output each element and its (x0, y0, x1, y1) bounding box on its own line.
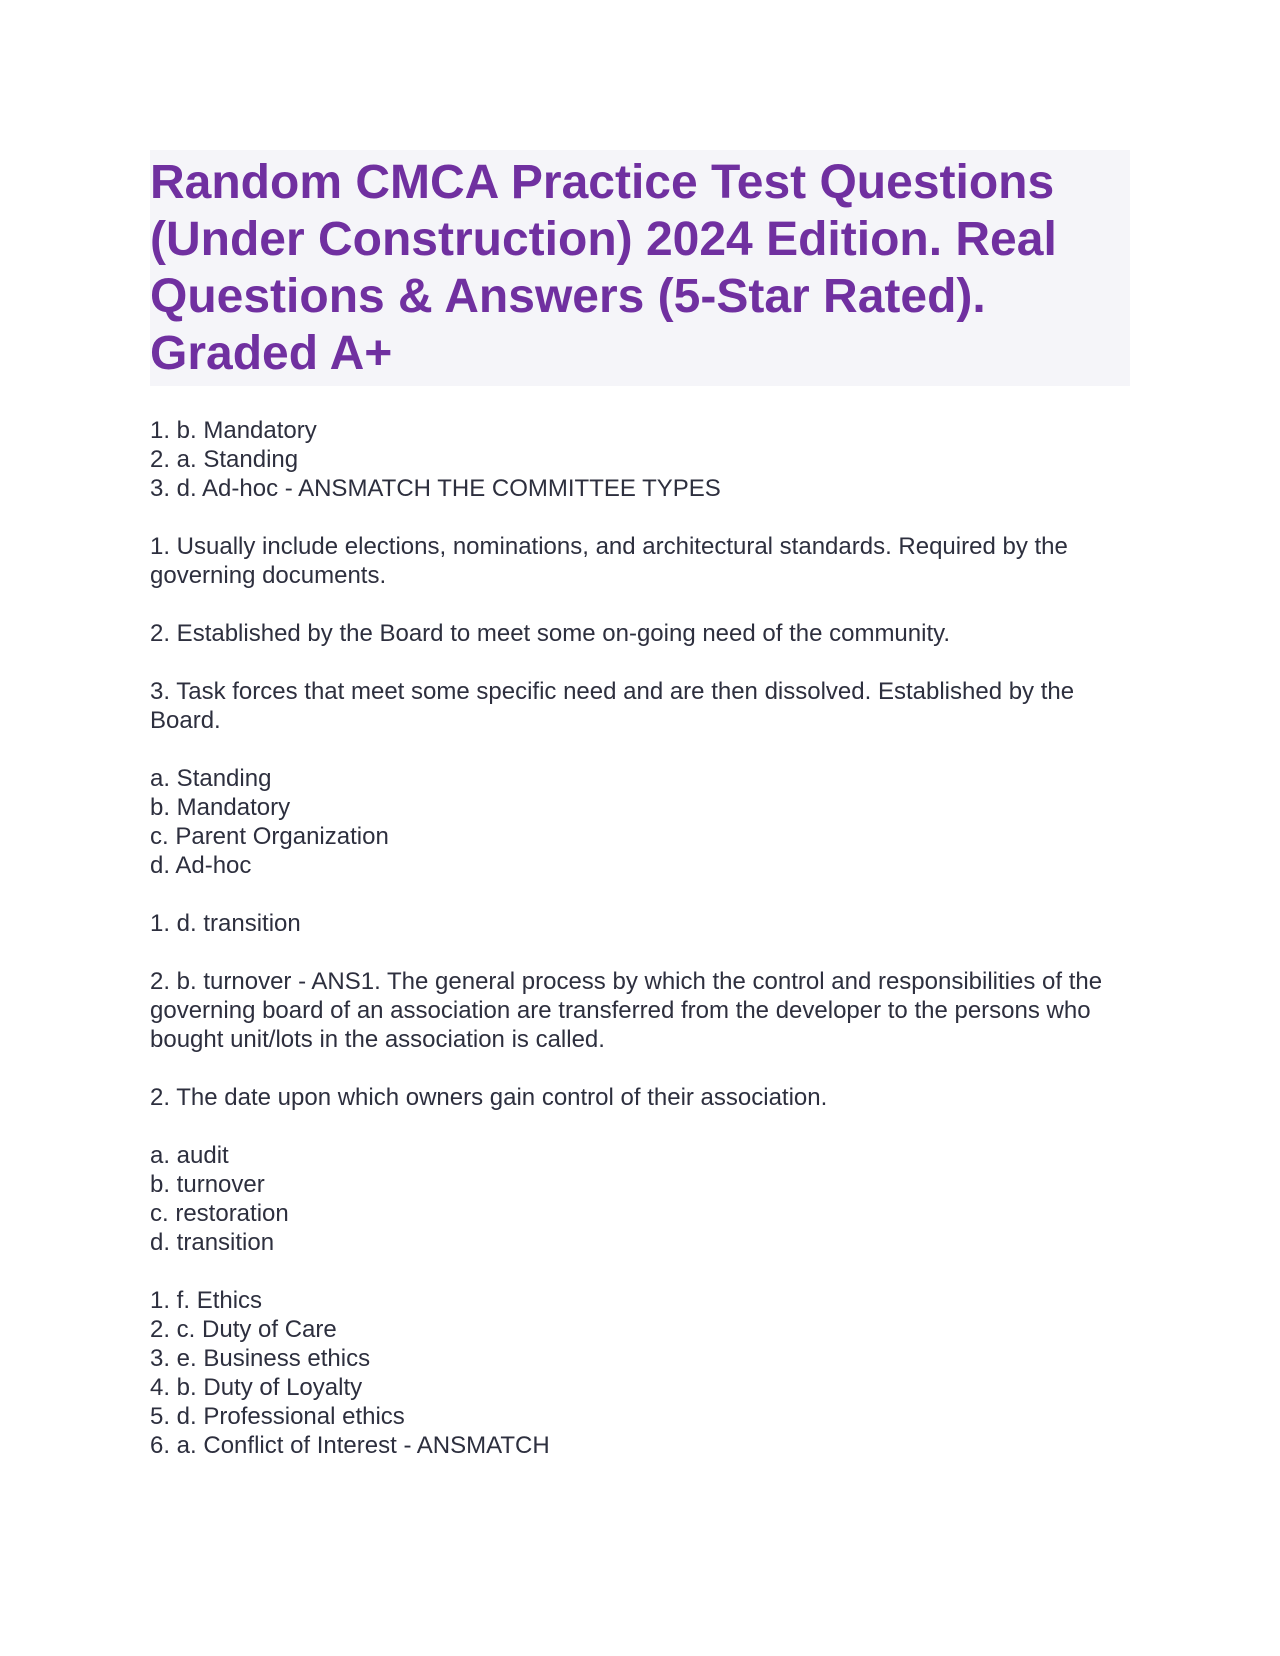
text-block (150, 967, 1130, 1054)
text-line: 4. b. Duty of Loyalty (150, 1374, 363, 1401)
text-line: d. transition (150, 1229, 275, 1256)
text-line: 3. d. Ad-hoc - ANSMATCH THE COMMITTEE TYPES (150, 475, 721, 502)
text-block (150, 909, 1130, 938)
text-line: 2. Established by the Board to meet some on-going need of the community. (150, 620, 951, 647)
text-block (150, 764, 1130, 880)
text-block (150, 1083, 1130, 1112)
text-line: b. turnover (150, 1171, 265, 1198)
text-line: c. Parent Organization (150, 823, 389, 850)
text-line: 5. d. Professional ethics (150, 1403, 405, 1430)
text-line: d. Ad-hoc (150, 852, 252, 879)
text-line: 1. b. Mandatory (150, 417, 317, 444)
document-title: Random CMCA Practice Test Questions (Under Construction) 2024 Edition. Real Questions & Answers (5-Star Rated). Graded A+ (150, 156, 1057, 380)
text-block (150, 416, 1130, 503)
text-line: 1. f. Ethics (150, 1287, 263, 1314)
text-line: 1. Usually include elections, nominations, and architectural standards. Required by the governing documents. (150, 533, 1075, 589)
text-block (150, 532, 1130, 590)
text-line: c. restoration (150, 1200, 289, 1227)
text-line: 3. Task forces that meet some specific need and are then dissolved. Established by the Board. (150, 678, 1081, 734)
text-line: 2. c. Duty of Care (150, 1316, 337, 1343)
text-line: 2. The date upon which owners gain control of their association. (150, 1084, 828, 1111)
document-body (150, 416, 1130, 1460)
document-page (150, 150, 1130, 1489)
text-block (150, 1141, 1130, 1257)
text-line: 6. a. Conflict of Interest - ANSMATCH (150, 1432, 550, 1459)
text-block (150, 1286, 1130, 1460)
text-line: 2. a. Standing (150, 446, 299, 473)
text-line: 2. b. turnover - ANS1. The general process by which the control and responsibilities of the governing board of an association are transferred from the developer to the persons who bought unit/lots in the association is called. (150, 968, 1109, 1053)
text-line: 3. e. Business ethics (150, 1345, 371, 1372)
text-block (150, 677, 1130, 735)
text-block (150, 619, 1130, 648)
title-banner (150, 150, 1130, 386)
text-line: 1. d. transition (150, 910, 301, 937)
text-line: b. Mandatory (150, 794, 291, 821)
text-line: a. audit (150, 1142, 229, 1169)
text-line: a. Standing (150, 765, 272, 792)
